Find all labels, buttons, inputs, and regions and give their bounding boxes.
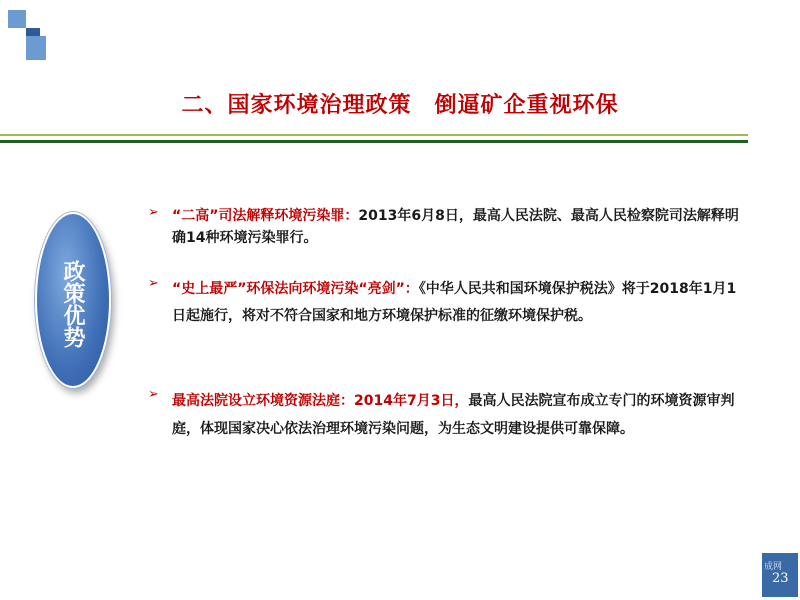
bullet-body: 最高人民法院宣布成立专门的环境资源审判庭，体现国家决心依法治理环境污染问题，为生态文明建设提供可靠保障。 <box>172 393 735 437</box>
bullet-text <box>172 276 740 330</box>
bullet-label: “二高”司法解释环境污染罪： <box>172 208 359 224</box>
bullet-text <box>172 387 740 443</box>
page-number: 23 <box>772 571 789 586</box>
title-divider-line-thick <box>0 140 748 143</box>
bullet-body: 2013年6月8日，最高人民法院、最高人民检察院司法解释明确14种环境污染罪行。 <box>172 208 739 246</box>
bullet-arrow-icon: ➢ <box>148 276 159 291</box>
bullet-body: 《中华人民共和国环境保护税法》将于2018年1月1日起施行，将对不符合国家和地方环境保护标准的征缴环境保护税。 <box>172 281 737 324</box>
title-divider-line <box>0 134 748 136</box>
page-number-box <box>762 553 798 597</box>
corner-decoration-square <box>8 10 26 28</box>
bullet-arrow-icon: ➢ <box>148 387 159 402</box>
badge-label: 政策优势 <box>60 260 86 348</box>
bullet-label: 最高法院设立环境资源法庭：2014年7月3日， <box>172 393 469 409</box>
bullet-label: “史上最严”环保法向环境污染“亮剑”： <box>172 281 419 297</box>
bullet-text <box>172 205 740 249</box>
policy-advantage-badge <box>35 212 111 388</box>
slide-title: 二、国家环境治理政策 倒逼矿企重视环保 <box>181 93 619 118</box>
watermark-text: 成网 <box>764 562 783 572</box>
bullet-arrow-icon: ➢ <box>148 205 159 220</box>
corner-decoration-square <box>26 36 46 60</box>
